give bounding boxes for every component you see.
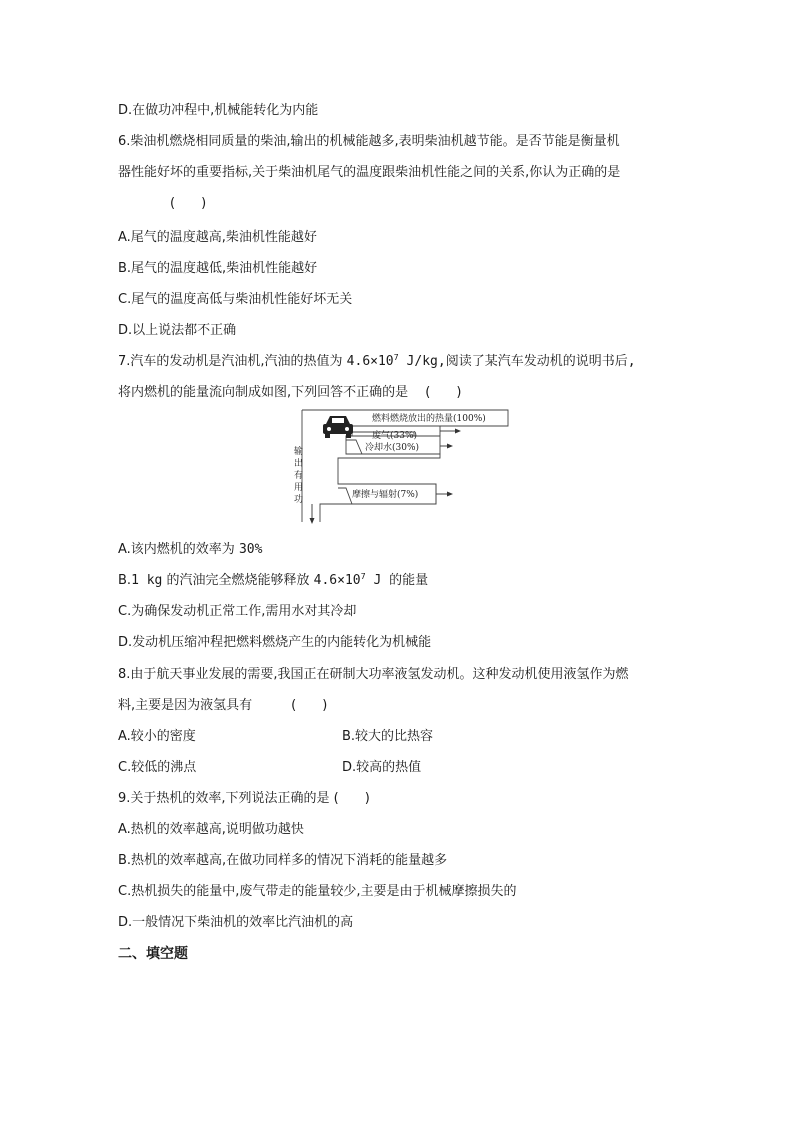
q7-option-a: A.该内燃机的效率为 30%: [118, 542, 263, 557]
q9-option-a: A.热机的效率越高,说明做功越快: [118, 822, 304, 837]
friction-arrowhead: [447, 492, 453, 497]
energy-flow-diagram: [290, 406, 510, 530]
q7-heat-exponent: 7: [393, 353, 399, 362]
q7-option-d: D.发动机压缩冲程把燃料燃烧产生的内能转化为机械能: [118, 635, 432, 650]
svg-text:出: 出: [294, 459, 304, 469]
q8-option-a: A.较小的密度: [118, 729, 196, 744]
q9-stem: 9.关于热机的效率,下列说法正确的是 ( ): [118, 791, 370, 806]
q6-answer-blank: ( ): [170, 196, 207, 211]
coolant-arrowhead: [447, 444, 453, 449]
exhaust-arrowhead: [455, 429, 461, 434]
q5-option-d: D.在做功冲程中,机械能转化为内能: [118, 103, 319, 118]
q9-option-d: D.一般情况下柴油机的效率比汽油机的高: [118, 915, 354, 930]
q6-stem-line2: 器性能好坏的重要指标,关于柴油机尾气的温度跟柴油机性能之间的关系,你认为正确的是: [118, 165, 621, 180]
q7-option-c: C.为确保发动机正常工作,需用水对其冷却: [118, 604, 357, 619]
label-coolant: 冷却水(30%): [365, 443, 420, 453]
q7-option-b: B.1 kg 的汽油完全燃烧能够释放 $4.6\times 10^7$ J 的能量: [118, 572, 429, 588]
q7-stem-line1: [118, 354, 636, 370]
q8-stem-line1: 8.由于航天事业发展的需要,我国正在研制大功率液氢发动机。这种发动机使用液氢作为燃: [118, 667, 629, 682]
svg-text:功: 功: [294, 495, 304, 505]
useful-work-arrowhead: [310, 518, 315, 524]
q9-option-b: B.热机的效率越高,在做功同样多的情况下消耗的能量越多: [118, 853, 448, 868]
svg-text:输: 输: [294, 447, 304, 457]
q8-option-c: C.较低的沸点: [118, 760, 197, 775]
label-exhaust: 废气(33%): [372, 431, 418, 441]
q6-option-c: C.尾气的温度高低与柴油机性能好坏无关: [118, 292, 353, 307]
q7-stem-line2: 将内燃机的能量流向制成如图,下列回答不正确的是 ( ): [118, 385, 462, 400]
q6-stem-line1: 6.柴油机燃烧相同质量的柴油,输出的机械能越多,表明柴油机越节能。是否节能是衡量机: [118, 134, 620, 149]
svg-text:用: 用: [294, 483, 304, 493]
q7-stem-text-post: J/kg,阅读了某汽车发动机的说明书后,: [398, 354, 636, 369]
svg-text:有: 有: [294, 471, 304, 481]
q7-heat-value: 4.6×10: [346, 354, 394, 369]
car-icon: [323, 416, 353, 438]
label-friction: 摩擦与辐射(7%): [352, 490, 419, 500]
q6-option-b: B.尾气的温度越低,柴油机性能越好: [118, 261, 318, 276]
q6-option-d: D.以上说法都不正确: [118, 323, 237, 338]
q6-option-a: A.尾气的温度越高,柴油机性能越好: [118, 230, 317, 245]
q9-option-c: C.热机损失的能量中,废气带走的能量较少,主要是由于机械摩擦损失的: [118, 884, 517, 899]
q7-stem-text: 7.汽车的发动机是汽油机,汽油的热值为: [118, 354, 347, 369]
label-total-heat: 燃料燃烧放出的热量(100%): [372, 414, 486, 424]
q8-option-d: D.较高的热值: [342, 760, 422, 775]
label-useful-work: [294, 445, 303, 505]
q8-option-b: B.较大的比热容: [342, 729, 434, 744]
section-heading-fill-in: 二、填空题: [118, 946, 188, 962]
q8-stem-line2: 料,主要是因为液氢具有 ( ): [118, 698, 328, 713]
